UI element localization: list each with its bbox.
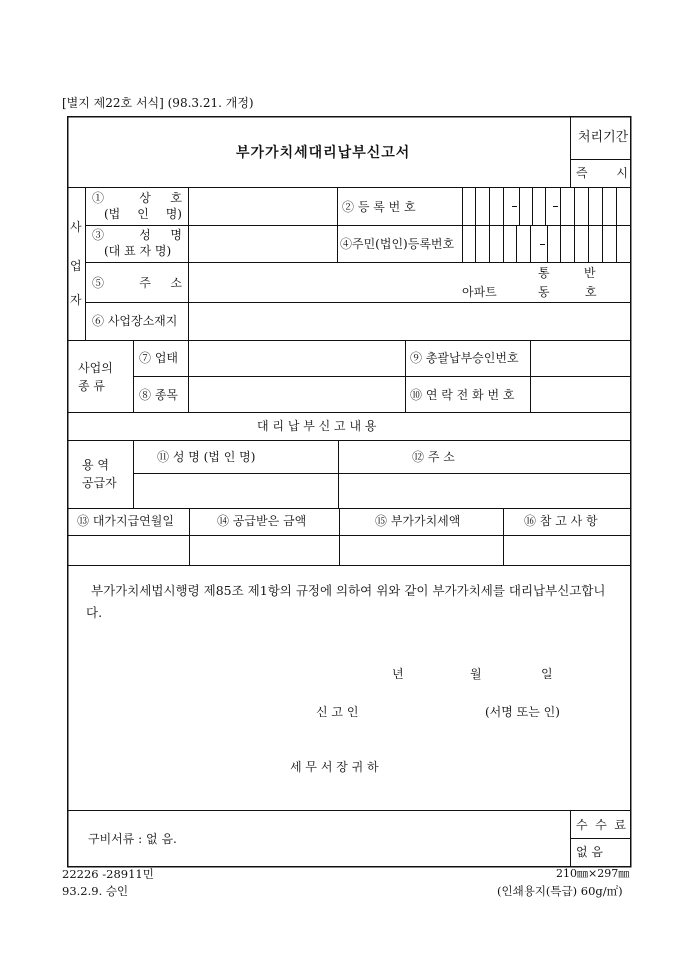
form-label: [별지 제22호 서식] (98.3.21. 개정) bbox=[62, 96, 254, 110]
biz-type-side-label-1: 사업의 bbox=[78, 361, 113, 375]
biz-type-side-label-2: 종 류 bbox=[78, 379, 105, 393]
addressee: 세 무 서 장 귀 하 bbox=[290, 760, 379, 774]
corp-name-label: (법 인 명) bbox=[104, 207, 182, 221]
date-month: 월 bbox=[470, 667, 482, 681]
processing-period-label: 처리기간 bbox=[578, 130, 629, 145]
column-payment-date: ⑬ 대가지급연월일 bbox=[77, 514, 174, 528]
representative-label: (대 표 자 명) bbox=[104, 244, 172, 258]
signature-label: (서명 또는 인) bbox=[485, 705, 560, 719]
supplier-address-header: ⑫ 주 소 bbox=[412, 450, 455, 464]
form-title: 부가가치세대리납부신고서 bbox=[236, 145, 411, 161]
address-dong: 동 bbox=[538, 285, 550, 299]
business-side-label-2: 업 bbox=[70, 259, 82, 273]
business-side-label-3: 자 bbox=[70, 293, 82, 307]
fee-value: 없 음 bbox=[576, 845, 603, 859]
supplier-side-label-2: 공급자 bbox=[82, 476, 117, 490]
date-year: 년 bbox=[392, 667, 404, 681]
name-label: ③ 성 명 bbox=[92, 228, 182, 242]
declaration-text: 부가가치세법시행령 제85조 제1항의 규정에 의하여 위와 같이 부가가치세를 대리납부신고합니다. bbox=[86, 583, 606, 620]
column-amount-received: ⑭ 공급받은 금액 bbox=[217, 514, 307, 528]
required-documents: 구비서류 : 없 음. bbox=[88, 832, 177, 846]
supplier-side-label-1: 용 역 bbox=[82, 458, 109, 472]
address-tong: 통 bbox=[538, 266, 550, 280]
address-ho: 호 bbox=[585, 285, 597, 299]
footer-paper-size: 210㎜×297㎜ bbox=[556, 867, 630, 880]
phone-label: ⑩ 연 락 전 화 번 호 bbox=[410, 388, 515, 402]
fee-label: 수 수 료 bbox=[576, 818, 626, 832]
approval-number-label: ⑨ 총괄납부승인번호 bbox=[410, 351, 519, 365]
footer-paper-type: (인쇄용지(특급) 60g/㎡) bbox=[497, 884, 623, 898]
address-ban: 반 bbox=[584, 266, 596, 280]
item-label: ⑧ 종목 bbox=[139, 388, 178, 402]
address-apt: 아파트 bbox=[462, 285, 497, 299]
reporter-label: 신 고 인 bbox=[316, 705, 359, 719]
date-day: 일 bbox=[541, 667, 553, 681]
column-remarks: ⑯ 참 고 사 항 bbox=[524, 514, 598, 528]
footer-approval: 93.2.9. 승인 bbox=[62, 884, 129, 898]
report-section-header: 대 리 납 부 신 고 내 용 bbox=[257, 419, 377, 433]
address-label: ⑤ 주 소 bbox=[92, 276, 182, 290]
footer-code: 22226 -28911민 bbox=[62, 867, 154, 881]
workplace-label: ⑥ 사업장소재지 bbox=[92, 314, 178, 328]
reg-number-label: ② 등 록 번 호 bbox=[342, 200, 416, 214]
processing-period-value: 즉 시 bbox=[576, 166, 628, 180]
resident-number-label: ④주민(법인)등록번호 bbox=[340, 237, 455, 251]
column-vat-amount: ⑮ 부가가치세액 bbox=[375, 514, 461, 528]
business-side-label-1: 사 bbox=[70, 220, 82, 234]
supplier-name-header: ⑪ 성 명 (법 인 명) bbox=[157, 450, 256, 464]
category-label: ⑦ 업태 bbox=[139, 351, 178, 365]
trade-name-label: ① 상 호 bbox=[92, 191, 182, 205]
